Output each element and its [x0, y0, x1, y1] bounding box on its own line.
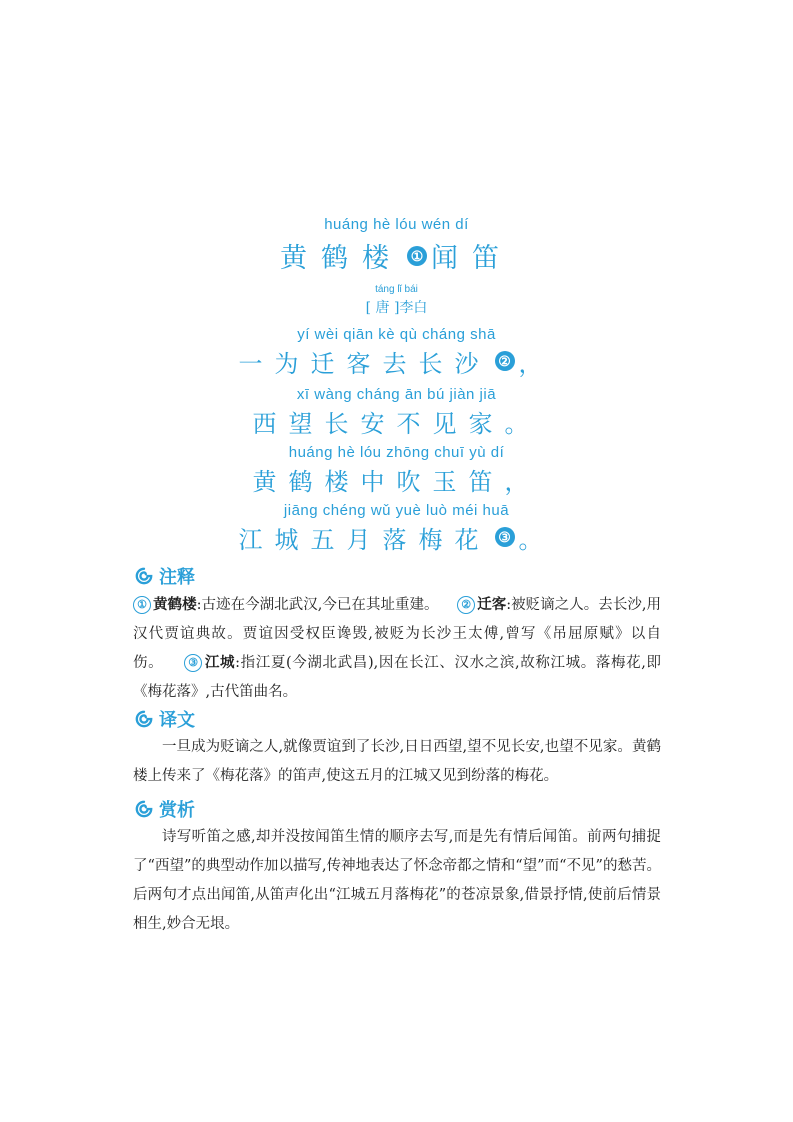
- poem-line-2: [0, 404, 793, 439]
- translation-heading: [135, 706, 195, 732]
- poem-title: [0, 236, 793, 275]
- line-1-punct: ，: [518, 350, 555, 378]
- appreciation-body: 诗写听笛之感,却并没按闻笛生情的顺序去写,而是先有情后闻笛。前两句捕捉了“西望”的典型动作加以描写,传神地表达了怀念帝都之情和“望”而“不见”的愁苦。后两句才点出闻笛,从笛声化出“江城五月落梅花”的苍凉景象,借景抒情,使前后情景相生,妙合无垠。: [133, 829, 661, 932]
- title-part1: 黄鹤楼: [280, 243, 403, 274]
- line-3-punct: ，: [504, 468, 541, 496]
- translation-heading-text: 译文: [159, 710, 195, 731]
- translation-body: 一旦成为贬谪之人,就像贾谊到了长沙,日日西望,望不见长安,也望不见家。黄鹤楼上传来了《梅花落》的笛声,使这五月的江城又见到纷落的梅花。: [133, 739, 661, 784]
- note-text-1: :古迹在今湖北武汉,今已在其址重建。: [196, 597, 439, 613]
- title-part2: 闻笛: [431, 243, 513, 274]
- note-num-1: ①: [133, 596, 151, 614]
- line-4-text: 江城五月落梅花: [238, 526, 491, 554]
- notes-heading: [135, 563, 195, 589]
- line-1-pinyin: yí wèi qiān kè qù cháng shā: [297, 326, 496, 343]
- note-num-2: ②: [457, 596, 475, 614]
- line-4-punct: 。: [518, 526, 555, 554]
- line-2-punct: 。: [504, 410, 541, 438]
- notes-body: [133, 591, 661, 707]
- title-pinyin: huáng hè lóu wén dí: [324, 216, 469, 233]
- swirl-icon: [135, 800, 153, 818]
- notes-heading-text: 注释: [159, 567, 195, 588]
- note-mark-3: ③: [495, 527, 515, 547]
- note-text-3: :指江夏(今湖北武昌),因在长江、汉水之滨,故称江城。落梅花,即《梅花落》,古代笛曲名。: [133, 655, 662, 700]
- swirl-icon: [135, 710, 153, 728]
- note-text-2: :被贬谪之人。去长沙,用汉代贾谊典故。贾谊因受权臣谗毁,被贬为长沙王太傅,曾写《吊屈原赋》以自伤。: [133, 597, 662, 671]
- line-3-pinyin: huáng hè lóu zhōng chuī yù dí: [288, 444, 505, 461]
- line-4-pinyin: jiāng chéng wǔ yuè luò méi huā: [283, 502, 510, 519]
- line-2-pinyin: xī wàng cháng ān bú jiàn jiā: [296, 386, 497, 403]
- line-1-text: 一为迁客去长沙: [238, 350, 491, 378]
- line-3-text: 黄鹤楼中吹玉笛: [252, 468, 505, 496]
- poem-line-1: [0, 344, 793, 379]
- note-term-3: 江城: [204, 655, 236, 671]
- swirl-icon: [135, 567, 153, 585]
- poem-line-4: [0, 520, 793, 555]
- author-pinyin: táng lǐ bái: [375, 284, 418, 295]
- note-term-2: 迁客: [477, 597, 507, 613]
- note-mark-1: ①: [407, 246, 427, 266]
- note-term-1: 黄鹤楼: [153, 597, 197, 613]
- poem-line-3: [0, 462, 793, 497]
- note-mark-2: ②: [495, 351, 515, 371]
- author: [ 唐 ]李白: [365, 300, 428, 316]
- appreciation-heading: [135, 796, 195, 822]
- line-2-text: 西望长安不见家: [252, 410, 505, 438]
- appreciation-heading-text: 赏析: [159, 800, 195, 821]
- note-num-3: ③: [184, 654, 202, 672]
